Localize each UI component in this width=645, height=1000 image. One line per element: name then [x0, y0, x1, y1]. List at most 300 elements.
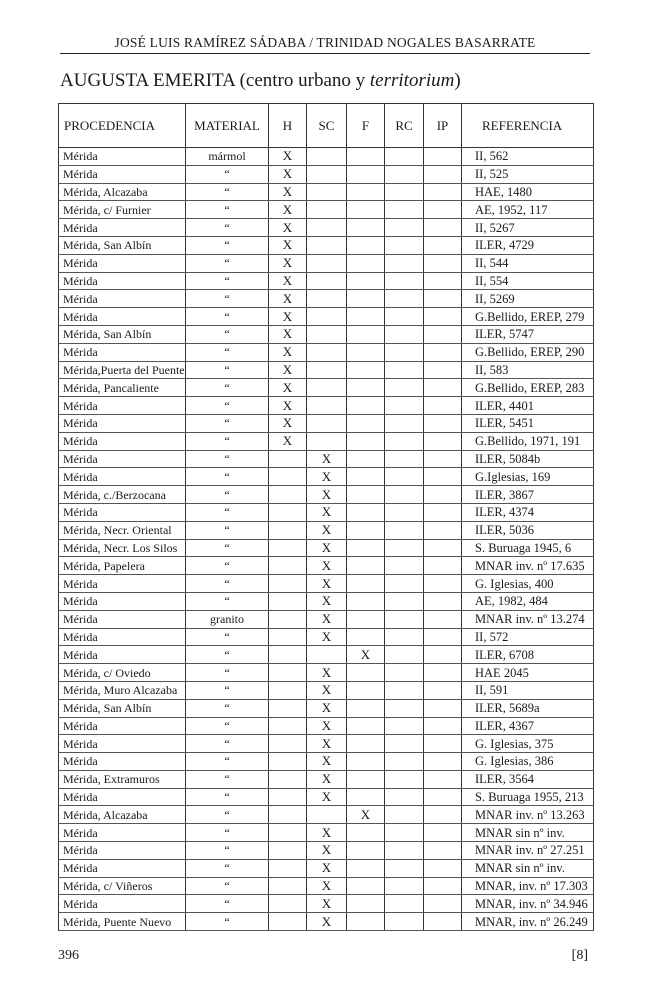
cell-referencia: ILER, 4374	[462, 503, 594, 521]
table-row	[59, 361, 594, 379]
cell-rc	[385, 806, 424, 824]
cell-material: “	[186, 521, 269, 539]
table-row	[59, 895, 594, 913]
cell-sc	[307, 397, 347, 415]
cell-f	[347, 397, 385, 415]
cell-sc: X	[307, 503, 347, 521]
cell-rc	[385, 646, 424, 664]
cell-sc: X	[307, 610, 347, 628]
cell-f	[347, 183, 385, 201]
cell-procedencia: Mérida, Necr. Oriental	[59, 521, 186, 539]
cell-sc: X	[307, 770, 347, 788]
cell-rc	[385, 557, 424, 575]
cell-sc	[307, 183, 347, 201]
cell-h	[269, 468, 307, 486]
cell-procedencia: Mérida, c/ Furnier	[59, 201, 186, 219]
cell-sc	[307, 254, 347, 272]
col-header-h: H	[269, 104, 307, 148]
cell-rc	[385, 343, 424, 361]
table-row	[59, 148, 594, 166]
cell-rc	[385, 254, 424, 272]
cell-h	[269, 877, 307, 895]
cell-procedencia: Mérida	[59, 788, 186, 806]
cell-f	[347, 414, 385, 432]
cell-h	[269, 770, 307, 788]
cell-rc	[385, 503, 424, 521]
table-row	[59, 788, 594, 806]
cell-referencia: ILER, 5747	[462, 325, 594, 343]
cell-referencia: MNAR inv. nº 27.251	[462, 842, 594, 860]
col-header-f: F	[347, 104, 385, 148]
cell-referencia: HAE 2045	[462, 664, 594, 682]
cell-f	[347, 717, 385, 735]
cell-sc	[307, 308, 347, 326]
cell-ip	[424, 628, 462, 646]
cell-sc	[307, 236, 347, 254]
cell-material: “	[186, 397, 269, 415]
cell-procedencia: Mérida	[59, 503, 186, 521]
table-row	[59, 183, 594, 201]
cell-h	[269, 575, 307, 593]
cell-h: X	[269, 397, 307, 415]
cell-f	[347, 628, 385, 646]
cell-referencia: MNAR inv. nº 17.635	[462, 557, 594, 575]
cell-material: “	[186, 503, 269, 521]
cell-ip	[424, 219, 462, 237]
cell-f	[347, 254, 385, 272]
cell-h: X	[269, 183, 307, 201]
cell-f	[347, 148, 385, 166]
table-row	[59, 610, 594, 628]
cell-f	[347, 486, 385, 504]
cell-ip	[424, 895, 462, 913]
cell-referencia: II, 562	[462, 148, 594, 166]
cell-h	[269, 664, 307, 682]
cell-f	[347, 432, 385, 450]
cell-sc	[307, 165, 347, 183]
cell-h: X	[269, 272, 307, 290]
cell-sc	[307, 379, 347, 397]
cell-h: X	[269, 236, 307, 254]
cell-referencia: G. Iglesias, 400	[462, 575, 594, 593]
table-row	[59, 699, 594, 717]
section-marker: [8]	[571, 948, 588, 963]
cell-referencia: II, 5267	[462, 219, 594, 237]
cell-rc	[385, 877, 424, 895]
cell-h: X	[269, 201, 307, 219]
cell-sc: X	[307, 699, 347, 717]
cell-sc: X	[307, 557, 347, 575]
cell-rc	[385, 628, 424, 646]
cell-rc	[385, 895, 424, 913]
cell-rc	[385, 753, 424, 771]
cell-referencia: G. Iglesias, 386	[462, 753, 594, 771]
cell-material: “	[186, 592, 269, 610]
cell-ip	[424, 290, 462, 308]
cell-ip	[424, 681, 462, 699]
cell-ip	[424, 610, 462, 628]
cell-ip	[424, 414, 462, 432]
cell-procedencia: Mérida	[59, 859, 186, 877]
cell-material: “	[186, 379, 269, 397]
cell-h	[269, 753, 307, 771]
section-title-close: )	[454, 70, 461, 91]
cell-f	[347, 664, 385, 682]
cell-material: “	[186, 913, 269, 931]
table-row	[59, 503, 594, 521]
cell-referencia: G.Iglesias, 169	[462, 468, 594, 486]
cell-f	[347, 236, 385, 254]
cell-sc: X	[307, 628, 347, 646]
cell-h: X	[269, 308, 307, 326]
cell-sc: X	[307, 788, 347, 806]
cell-h	[269, 450, 307, 468]
table-row	[59, 664, 594, 682]
cell-ip	[424, 308, 462, 326]
cell-h: X	[269, 290, 307, 308]
cell-procedencia: Mérida, San Albín	[59, 699, 186, 717]
cell-procedencia: Mérida, Muro Alcazaba	[59, 681, 186, 699]
cell-referencia: ILER, 3867	[462, 486, 594, 504]
table-row	[59, 735, 594, 753]
cell-rc	[385, 308, 424, 326]
cell-rc	[385, 592, 424, 610]
cell-h: X	[269, 432, 307, 450]
cell-ip	[424, 539, 462, 557]
cell-f	[347, 503, 385, 521]
cell-material: “	[186, 842, 269, 860]
cell-material: “	[186, 414, 269, 432]
cell-material: “	[186, 681, 269, 699]
cell-h	[269, 913, 307, 931]
cell-f: X	[347, 806, 385, 824]
cell-referencia: II, 583	[462, 361, 594, 379]
cell-procedencia: Mérida	[59, 468, 186, 486]
cell-referencia: ILER, 4367	[462, 717, 594, 735]
cell-referencia: HAE, 1480	[462, 183, 594, 201]
cell-f	[347, 753, 385, 771]
cell-sc: X	[307, 539, 347, 557]
table-row	[59, 379, 594, 397]
cell-referencia: MNAR inv. nº 13.274	[462, 610, 594, 628]
cell-material: “	[186, 646, 269, 664]
cell-material: “	[186, 254, 269, 272]
section-title	[60, 70, 461, 92]
cell-ip	[424, 824, 462, 842]
cell-rc	[385, 397, 424, 415]
cell-material: “	[186, 806, 269, 824]
section-title-italic: territorium	[369, 70, 455, 91]
cell-rc	[385, 219, 424, 237]
cell-material: “	[186, 735, 269, 753]
cell-sc	[307, 325, 347, 343]
table-row	[59, 236, 594, 254]
cell-rc	[385, 272, 424, 290]
cell-procedencia: Mérida	[59, 432, 186, 450]
cell-rc	[385, 699, 424, 717]
cell-material: granito	[186, 610, 269, 628]
cell-h	[269, 842, 307, 860]
cell-sc: X	[307, 681, 347, 699]
cell-f	[347, 379, 385, 397]
cell-referencia: MNAR sin nº inv.	[462, 859, 594, 877]
cell-referencia: II, 554	[462, 272, 594, 290]
cell-rc	[385, 717, 424, 735]
cell-rc	[385, 770, 424, 788]
col-header-material: MATERIAL	[186, 104, 269, 148]
cell-f	[347, 770, 385, 788]
cell-procedencia: Mérida, c./Berzocana	[59, 486, 186, 504]
cell-procedencia: Mérida	[59, 842, 186, 860]
cell-procedencia: Mérida	[59, 717, 186, 735]
cell-referencia: ILER, 4401	[462, 397, 594, 415]
cell-f	[347, 681, 385, 699]
cell-rc	[385, 610, 424, 628]
table-row	[59, 290, 594, 308]
cell-h	[269, 610, 307, 628]
cell-f	[347, 272, 385, 290]
cell-h: X	[269, 361, 307, 379]
cell-referencia: II, 591	[462, 681, 594, 699]
table-row	[59, 646, 594, 664]
cell-procedencia: Mérida, c/ Viñeros	[59, 877, 186, 895]
cell-f	[347, 913, 385, 931]
cell-procedencia: Mérida	[59, 610, 186, 628]
section-title-main: AUGUSTA EMERITA (centro urbano y	[60, 70, 370, 91]
cell-material: “	[186, 628, 269, 646]
cell-sc: X	[307, 913, 347, 931]
cell-sc: X	[307, 468, 347, 486]
cell-h	[269, 521, 307, 539]
cell-procedencia: Mérida	[59, 450, 186, 468]
table-row	[59, 842, 594, 860]
cell-ip	[424, 343, 462, 361]
cell-h	[269, 486, 307, 504]
cell-sc	[307, 343, 347, 361]
cell-h: X	[269, 414, 307, 432]
cell-sc	[307, 272, 347, 290]
inscriptions-table	[58, 103, 594, 931]
cell-rc	[385, 432, 424, 450]
table-row	[59, 628, 594, 646]
table-row	[59, 325, 594, 343]
cell-procedencia: Mérida	[59, 272, 186, 290]
cell-h	[269, 788, 307, 806]
cell-ip	[424, 361, 462, 379]
table-row	[59, 272, 594, 290]
cell-material: “	[186, 325, 269, 343]
cell-material: “	[186, 201, 269, 219]
page-number: 396	[58, 948, 79, 963]
cell-h	[269, 592, 307, 610]
cell-ip	[424, 664, 462, 682]
cell-referencia: G.Bellido, EREP, 279	[462, 308, 594, 326]
cell-ip	[424, 842, 462, 860]
cell-rc	[385, 379, 424, 397]
cell-ip	[424, 503, 462, 521]
cell-f	[347, 824, 385, 842]
cell-h	[269, 806, 307, 824]
cell-h	[269, 859, 307, 877]
cell-material: “	[186, 575, 269, 593]
cell-material: “	[186, 664, 269, 682]
cell-procedencia: Mérida, c/ Oviedo	[59, 664, 186, 682]
table-row	[59, 824, 594, 842]
cell-ip	[424, 165, 462, 183]
cell-rc	[385, 468, 424, 486]
cell-rc	[385, 148, 424, 166]
cell-referencia: G.Bellido, EREP, 283	[462, 379, 594, 397]
cell-material: “	[186, 183, 269, 201]
cell-h: X	[269, 343, 307, 361]
cell-procedencia: Mérida	[59, 148, 186, 166]
cell-h	[269, 646, 307, 664]
col-header-sc: SC	[307, 104, 347, 148]
cell-procedencia: Mérida, San Albín	[59, 236, 186, 254]
cell-material: “	[186, 859, 269, 877]
cell-h	[269, 503, 307, 521]
cell-ip	[424, 770, 462, 788]
header-rule	[60, 53, 590, 54]
cell-procedencia: Mérida, Alcazaba	[59, 806, 186, 824]
cell-referencia: S. Buruaga 1945, 6	[462, 539, 594, 557]
cell-f	[347, 610, 385, 628]
cell-h: X	[269, 379, 307, 397]
cell-h: X	[269, 325, 307, 343]
cell-sc	[307, 361, 347, 379]
cell-ip	[424, 450, 462, 468]
cell-ip	[424, 201, 462, 219]
cell-material: “	[186, 219, 269, 237]
table-row	[59, 432, 594, 450]
cell-ip	[424, 183, 462, 201]
cell-material: “	[186, 486, 269, 504]
cell-rc	[385, 842, 424, 860]
cell-ip	[424, 272, 462, 290]
table-row	[59, 486, 594, 504]
cell-ip	[424, 592, 462, 610]
cell-procedencia: Mérida	[59, 165, 186, 183]
cell-material: “	[186, 770, 269, 788]
cell-referencia: MNAR, inv. nº 17.303	[462, 877, 594, 895]
cell-procedencia: Mérida	[59, 735, 186, 753]
cell-procedencia: Mérida	[59, 397, 186, 415]
cell-material: “	[186, 557, 269, 575]
col-header-referencia: REFERENCIA	[462, 104, 594, 148]
cell-h	[269, 895, 307, 913]
cell-ip	[424, 148, 462, 166]
cell-ip	[424, 859, 462, 877]
cell-referencia: ILER, 5084b	[462, 450, 594, 468]
table-row	[59, 468, 594, 486]
table-row	[59, 557, 594, 575]
cell-rc	[385, 735, 424, 753]
cell-ip	[424, 521, 462, 539]
cell-material: “	[186, 895, 269, 913]
cell-rc	[385, 521, 424, 539]
cell-ip	[424, 325, 462, 343]
cell-ip	[424, 432, 462, 450]
cell-procedencia: Mérida	[59, 895, 186, 913]
cell-referencia: II, 544	[462, 254, 594, 272]
cell-procedencia: Mérida, San Albín	[59, 325, 186, 343]
table-body	[59, 148, 594, 931]
cell-rc	[385, 681, 424, 699]
cell-h	[269, 681, 307, 699]
cell-referencia: G.Bellido, EREP, 290	[462, 343, 594, 361]
table-row	[59, 575, 594, 593]
cell-sc: X	[307, 664, 347, 682]
cell-ip	[424, 717, 462, 735]
cell-procedencia: Mérida,Puerta del Puente	[59, 361, 186, 379]
cell-f	[347, 450, 385, 468]
table-row	[59, 343, 594, 361]
running-head: JOSÉ LUIS RAMÍREZ SÁDABA / TRINIDAD NOGALES BASARRATE	[114, 35, 536, 50]
cell-procedencia: Mérida	[59, 219, 186, 237]
cell-procedencia: Mérida, Alcazaba	[59, 183, 186, 201]
cell-ip	[424, 913, 462, 931]
cell-material: mármol	[186, 148, 269, 166]
cell-ip	[424, 699, 462, 717]
cell-sc	[307, 290, 347, 308]
cell-material: “	[186, 343, 269, 361]
cell-ip	[424, 877, 462, 895]
cell-material: “	[186, 308, 269, 326]
cell-sc: X	[307, 824, 347, 842]
cell-procedencia: Mérida	[59, 824, 186, 842]
cell-ip	[424, 468, 462, 486]
table-row	[59, 877, 594, 895]
cell-f	[347, 361, 385, 379]
cell-h	[269, 557, 307, 575]
cell-referencia: S. Buruaga 1955, 213	[462, 788, 594, 806]
table-row	[59, 201, 594, 219]
cell-sc: X	[307, 895, 347, 913]
table-row	[59, 521, 594, 539]
cell-procedencia: Mérida, Pancaliente	[59, 379, 186, 397]
cell-sc	[307, 646, 347, 664]
cell-f	[347, 539, 385, 557]
cell-rc	[385, 450, 424, 468]
cell-f	[347, 201, 385, 219]
cell-material: “	[186, 468, 269, 486]
cell-f	[347, 343, 385, 361]
cell-referencia: ILER, 6708	[462, 646, 594, 664]
cell-referencia: ILER, 3564	[462, 770, 594, 788]
cell-f	[347, 895, 385, 913]
table-row	[59, 753, 594, 771]
cell-procedencia: Mérida	[59, 254, 186, 272]
cell-referencia: II, 5269	[462, 290, 594, 308]
cell-sc: X	[307, 877, 347, 895]
cell-referencia: AE, 1952, 117	[462, 201, 594, 219]
cell-referencia: AE, 1982, 484	[462, 592, 594, 610]
cell-sc: X	[307, 859, 347, 877]
col-header-ip: IP	[424, 104, 462, 148]
cell-f	[347, 592, 385, 610]
cell-f	[347, 290, 385, 308]
cell-sc: X	[307, 717, 347, 735]
cell-material: “	[186, 824, 269, 842]
table-row	[59, 806, 594, 824]
cell-f	[347, 842, 385, 860]
cell-material: “	[186, 272, 269, 290]
cell-f	[347, 468, 385, 486]
table-row	[59, 859, 594, 877]
cell-procedencia: Mérida, Papelera	[59, 557, 186, 575]
cell-sc	[307, 219, 347, 237]
cell-ip	[424, 788, 462, 806]
